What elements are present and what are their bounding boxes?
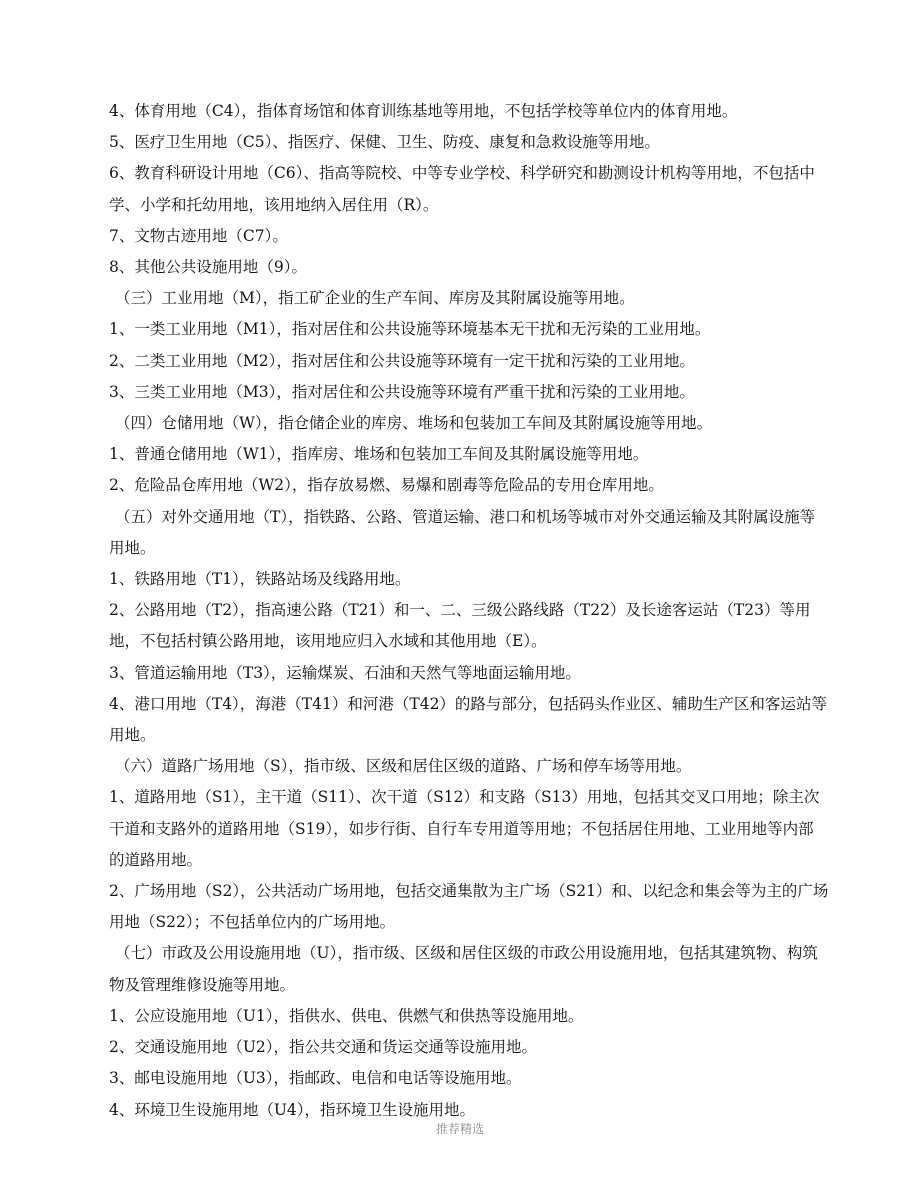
section-heading-roads: （六）道路广场用地（S），指市级、区级和居住区级的道路、广场和停车场等用地。	[115, 757, 692, 776]
paragraph-t1: 1、铁路用地（T1），铁路站场及线路用地。	[109, 570, 411, 589]
paragraph-u3: 3、邮电设施用地（U3），指邮政、电信和电话等设施用地。	[109, 1069, 522, 1088]
paragraph-t2: 2、公路用地（T2），指高速公路（T21）和一、二、三级公路线路（T22）及长途客运站（T23）等用地，不包括村镇公路用地，该用地应归入水域和其他用地（E）。	[109, 601, 811, 651]
paragraph-c4-sports: 4、体育用地（C4），指体育场馆和体育训练基地等用地，不包括学校等单位内的体育用地。	[109, 102, 738, 120]
paragraph-w2: 2、危险品仓库用地（W2），指存放易燃、易爆和剧毒等危险品的专用仓库用地。	[109, 476, 664, 495]
section-heading-utilities: （七）市政及公用设施用地（U），指市级、区级和居住区级的市政公用设施用地，包括其建筑物、构筑物及管理维修设施等用地。	[109, 944, 818, 994]
paragraph-s2: 2、广场用地（S2），公共活动广场用地，包括交通集散为主广场（S21）和、以纪念和集会等为主的广场用地（S22）；不包括单位内的广场用地。	[109, 882, 829, 932]
paragraph-c6-education: 6、教育科研设计用地（C6）、指高等院校、中等专业学校、科学研究和勘测设计机构等用地，不包括中学、小学和托幼用地，该用地纳入居住用（R）。	[109, 164, 815, 214]
paragraph-u1: 1、公应设施用地（U1），指供水、供电、供燃气和供热等设施用地。	[109, 1006, 584, 1025]
page-footer: 推荐精选	[435, 1122, 484, 1136]
section-heading-industrial: （三）工业用地（M），指工矿企业的生产车间、库房及其附属设施等用地。	[115, 289, 635, 308]
paragraph-u4: 4、环境卫生设施用地（U4），指环境卫生设施用地。	[109, 1100, 476, 1119]
paragraph-c5-medical: 5、医疗卫生用地（C5）、指医疗、保健、卫生、防疫、康复和急救设施等用地。	[109, 133, 660, 152]
paragraph-w1: 1、普通仓储用地（W1），指库房、堆场和包装加工车间及其附属设施等用地。	[109, 445, 649, 464]
paragraph-m2: 2、二类工业用地（M2），指对居住和公共设施等环境有一定干扰和污染的工业用地。	[109, 351, 695, 370]
section-heading-warehouse: （四）仓储用地（W），指仓储企业的库房、堆场和包装加工车间及其附属设施等用地。	[115, 414, 713, 433]
paragraph-t3: 3、管道运输用地（T3），运输煤炭、石油和天然气等地面运输用地。	[109, 663, 581, 682]
paragraph-m1: 1、一类工业用地（M1），指对居住和公共设施等环境基本无干扰和无污染的工业用地。	[109, 320, 711, 339]
paragraph-c7-heritage: 7、文物古迹用地（C7）。	[109, 226, 288, 245]
paragraph-s1: 1、道路用地（S1），主干道（S11）、次干道（S12）和支路（S13）用地，包括其交叉口用地；除主次干道和支路外的道路用地（S19），如步行街、自行车专用道等用地；不包括居住用地、工业用地等内部的道路用地。	[109, 788, 820, 869]
document-body	[109, 96, 829, 1126]
paragraph-other-public: 8、其他公共设施用地（9）。	[109, 258, 307, 277]
section-heading-transport: （五）对外交通用地（T），指铁路、公路、管道运输、港口和机场等城市对外交通运输及其附属设施等用地。	[109, 507, 816, 557]
paragraph-t4: 4、港口用地（T4），海港（T41）和河港（T42）的路与部分，包括码头作业区、辅助生产区和客运站等用地。	[109, 694, 827, 745]
paragraph-u2: 2、交通设施用地（U2），指公共交通和货运交通等设施用地。	[109, 1038, 538, 1057]
paragraph-m3: 3、三类工业用地（M3），指对居住和公共设施等环境有严重干扰和污染的工业用地。	[109, 382, 695, 401]
